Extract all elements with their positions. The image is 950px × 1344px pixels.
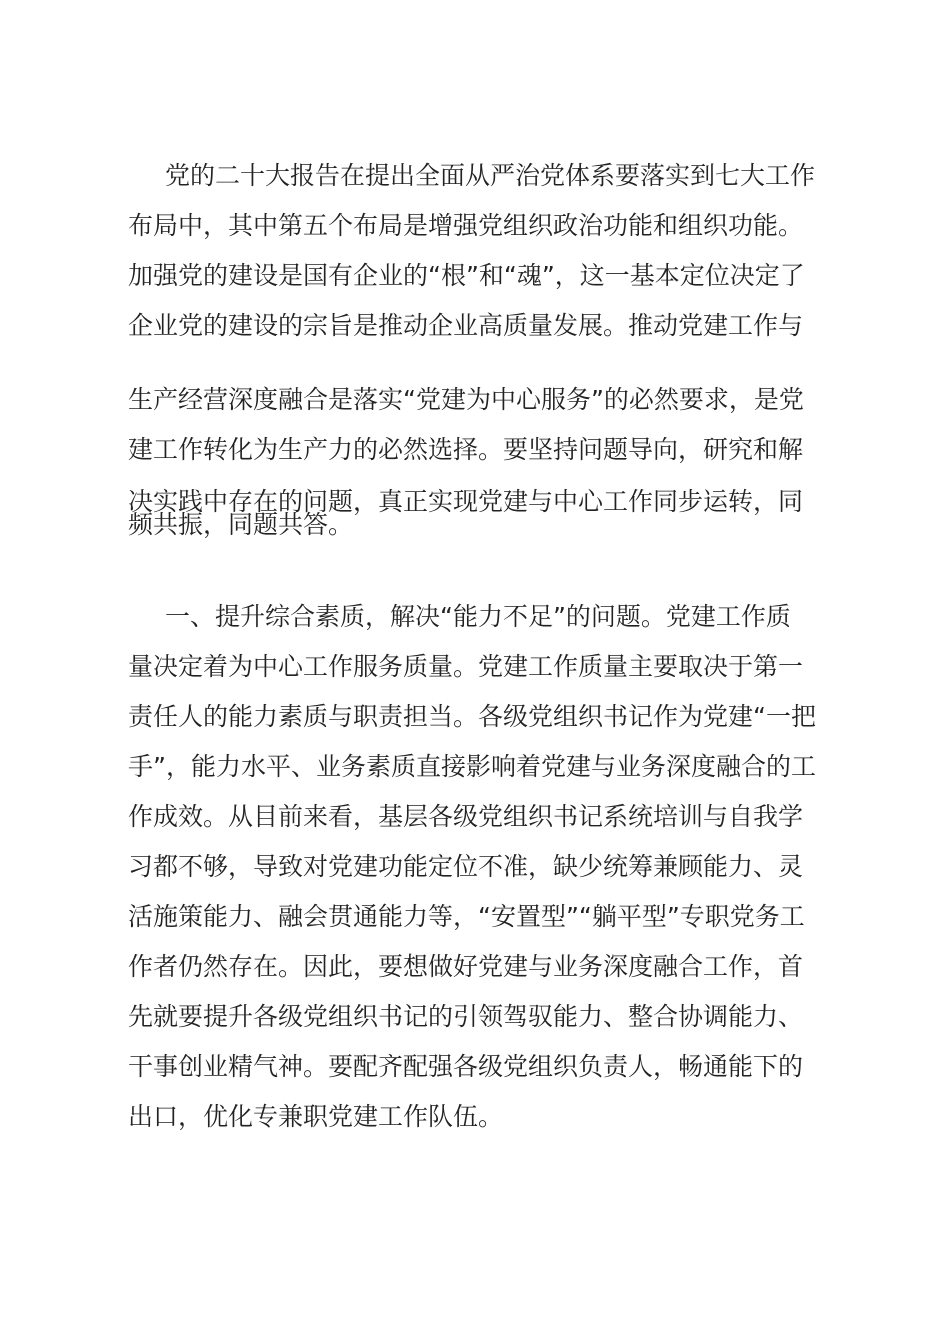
paragraph-line: 作成效。从目前来看，基层各级党组织书记系统培训与自我学 xyxy=(128,802,804,831)
paragraph-line: 习都不够，导致对党建功能定位不准，缺少统筹兼顾能力、灵 xyxy=(128,852,804,881)
paragraph-line: 作者仍然存在。因此，要想做好党建与业务深度融合工作，首 xyxy=(128,952,804,981)
paragraph-line: 党的二十大报告在提出全面从严治党体系要落实到七大工作 xyxy=(165,161,816,190)
paragraph-line: 布局中，其中第五个布局是增强党组织政治功能和组织功能。 xyxy=(128,211,804,240)
paragraph-line: 决实践中存在的问题，真正实现党建与中心工作同步运转，同 xyxy=(128,487,804,516)
paragraph-line: 出口，优化专兼职党建工作队伍。 xyxy=(128,1102,504,1131)
paragraph-line: 一、提升综合素质，解决“能力不足”的问题。党建工作质 xyxy=(165,602,791,631)
paragraph-line: 活施策能力、融会贯通能力等，“安置型”“躺平型”专职党务工 xyxy=(128,902,805,931)
paragraph-line: 干事创业精气神。要配齐配强各级党组织负责人，畅通能下的 xyxy=(128,1052,804,1081)
paragraph-line: 加强党的建设是国有企业的“根”和“魂”，这一基本定位决定了 xyxy=(128,261,805,290)
paragraph-line: 生产经营深度融合是落实“党建为中心服务”的必然要求，是党 xyxy=(128,385,804,414)
paragraph-line: 建工作转化为生产力的必然选择。要坚持问题导向，研究和解 xyxy=(128,435,804,464)
paragraph-line: 手”，能力水平、业务素质直接影响着党建与业务深度融合的工 xyxy=(128,752,816,781)
paragraph-line: 先就要提升各级党组织书记的引领驾驭能力、整合协调能力、 xyxy=(128,1002,804,1031)
paragraph-line: 企业党的建设的宗旨是推动企业高质量发展。推动党建工作与 xyxy=(128,311,804,340)
paragraph-line: 责任人的能力素质与职责担当。各级党组织书记作为党建“一把 xyxy=(128,702,816,731)
paragraph-line: 频共振，同题共答。 xyxy=(128,510,354,539)
paragraph-line: 量决定着为中心工作服务质量。党建工作质量主要取决于第一 xyxy=(128,652,804,681)
